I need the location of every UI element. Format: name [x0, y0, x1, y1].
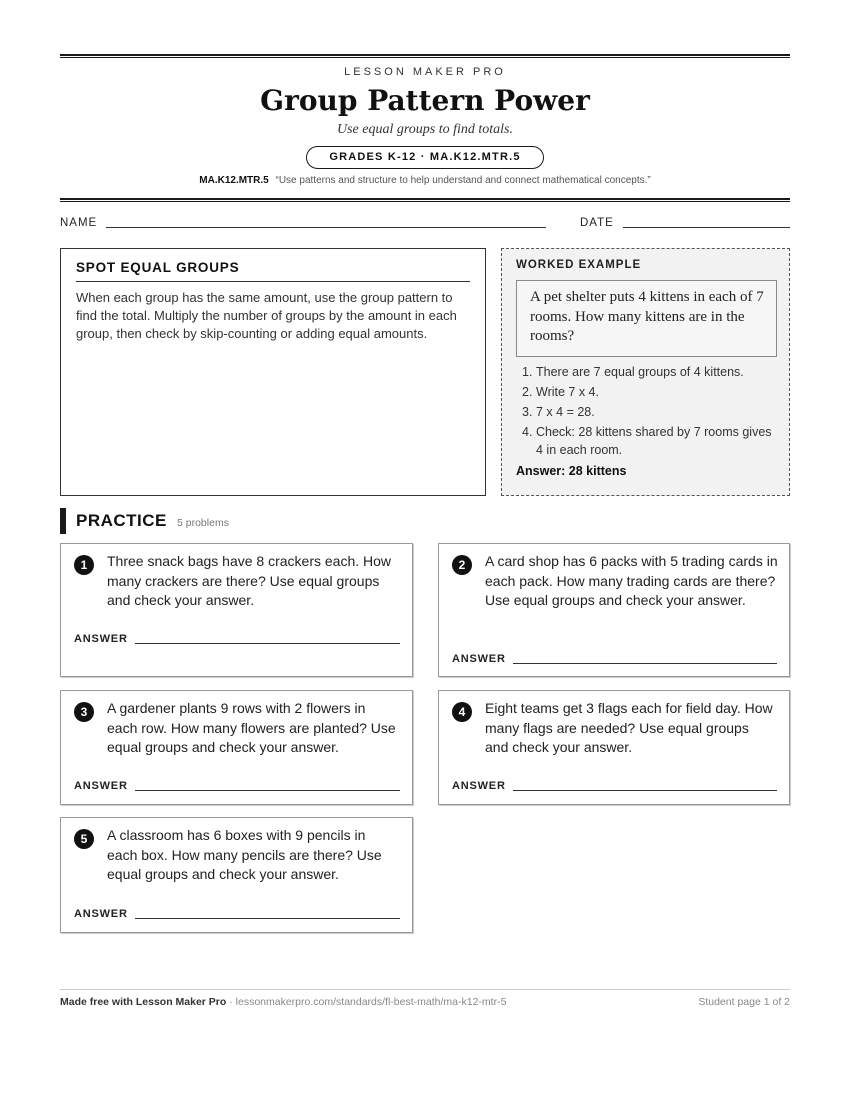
- problem-card-1: [60, 543, 413, 677]
- problem-text: Eight teams get 3 flags each for field day. How many flags are needed? Use equal groups and check your answer.: [485, 700, 773, 755]
- example-step: [522, 403, 775, 421]
- answer-field-2[interactable]: [513, 663, 777, 664]
- step-number: 3.: [522, 404, 533, 419]
- date-field[interactable]: [623, 227, 790, 228]
- top-double-rule: [60, 54, 790, 58]
- problem-number-badge: 5: [74, 829, 94, 849]
- intro-box: [60, 248, 486, 496]
- example-answer: Answer: 28 kittens: [516, 463, 627, 478]
- header-bottom-rule: [60, 198, 790, 202]
- problem-text: Three snack bags have 8 crackers each. How many crackers are there? Use equal groups and check your answer.: [107, 553, 392, 608]
- practice-count: 5 problems: [177, 517, 229, 529]
- example-steps: [516, 363, 775, 459]
- problem-number-badge: 2: [452, 555, 472, 575]
- answer-label: ANSWER: [74, 633, 128, 645]
- footer-made-with: Made free with Lesson Maker Pro: [60, 996, 227, 1008]
- problem-number-badge: 3: [74, 702, 94, 722]
- problem-card-5: [60, 817, 413, 933]
- footer-separator: ·: [226, 996, 236, 1008]
- worksheet-page: [60, 0, 790, 1100]
- worked-example-heading: WORKED EXAMPLE: [516, 259, 642, 271]
- answer-field-4[interactable]: [513, 790, 777, 791]
- answer-field-1[interactable]: [135, 643, 400, 644]
- footer-url-link[interactable]: lessonmakerpro.com/standards/fl-best-math/ma-k12-mtr-5: [235, 996, 507, 1008]
- answer-label: ANSWER: [74, 908, 128, 920]
- step-text: 7 x 4 = 28.: [536, 404, 595, 419]
- problem-number-badge: 1: [74, 555, 94, 575]
- name-label: NAME: [60, 217, 98, 229]
- page-number: Student page 1 of 2: [698, 996, 790, 1008]
- grades-badge: GRADES K-12 · MA.K12.MTR.5: [306, 146, 544, 169]
- answer-label: ANSWER: [452, 653, 506, 665]
- problem-text: A classroom has 6 boxes with 9 pencils in each box. How many pencils are there? Use equal groups and check your answer.: [107, 827, 382, 882]
- intro-heading: SPOT EQUAL GROUPS: [76, 260, 470, 282]
- practice-heading: PRACTICE: [76, 511, 167, 530]
- example-problem: A pet shelter puts 4 kittens in each of 7 rooms. How many kittens are in the rooms?: [516, 280, 777, 357]
- step-number: 2.: [522, 384, 533, 399]
- answer-label: ANSWER: [74, 780, 128, 792]
- worked-example-box: [501, 248, 790, 496]
- problem-card-2: [438, 543, 790, 677]
- standard-line: [60, 175, 790, 186]
- step-number: 4.: [522, 424, 533, 439]
- practice-accent-bar: [60, 508, 66, 534]
- step-text: Check: 28 kittens shared by 7 rooms gives 4 in each room.: [536, 424, 772, 457]
- step-text: There are 7 equal groups of 4 kittens.: [536, 364, 744, 379]
- standard-code: MA.K12.MTR.5: [199, 175, 269, 186]
- date-label: DATE: [580, 217, 614, 229]
- problem-card-3: [60, 690, 413, 805]
- example-step: [522, 363, 775, 381]
- answer-field-3[interactable]: [135, 790, 400, 791]
- step-text: Write 7 x 4.: [536, 384, 599, 399]
- example-step: [522, 383, 775, 401]
- brand-name: LESSON MAKER PRO: [344, 66, 506, 78]
- problem-number-badge: 4: [452, 702, 472, 722]
- footer-credit: [60, 996, 506, 1008]
- name-field[interactable]: [106, 227, 546, 228]
- step-number: 1.: [522, 364, 533, 379]
- page-subtitle: Use equal groups to find totals.: [336, 122, 514, 137]
- intro-body: When each group has the same amount, use the group pattern to find the total. Multiply the number of groups by the amount in each group, then check by skip-counting or adding equal amounts.: [76, 290, 457, 341]
- answer-label: ANSWER: [452, 780, 506, 792]
- answer-field-5[interactable]: [135, 918, 400, 919]
- problem-text: A card shop has 6 packs with 5 trading cards in each pack. How many trading cards are there? Use equal groups and check your answer.: [485, 553, 778, 608]
- example-step: [522, 423, 775, 459]
- problem-card-4: [438, 690, 790, 805]
- standard-text: “Use patterns and structure to help understand and connect mathematical concepts.”: [275, 175, 651, 186]
- page-title: Group Pattern Power: [260, 84, 590, 117]
- problem-text: A gardener plants 9 rows with 2 flowers in each row. How many flowers are planted? Use equal groups and check your answer.: [107, 700, 396, 755]
- footer-divider: [60, 989, 790, 990]
